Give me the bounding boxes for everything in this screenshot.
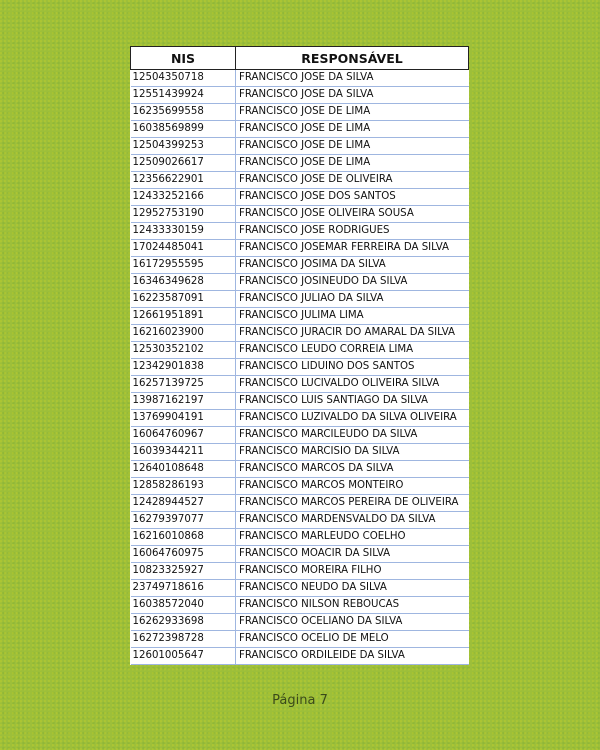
responsavel-cell: FRANCISCO LUCIVALDO OLIVEIRA SILVA (236, 376, 469, 393)
table-row (131, 104, 469, 121)
responsavel-cell: FRANCISCO JOSEMAR FERREIRA DA SILVA (236, 240, 469, 257)
page-number: Página 7 (272, 693, 328, 708)
nis-cell: 16038572040 (131, 597, 236, 614)
table-row (131, 597, 469, 614)
table-row (131, 257, 469, 274)
nis-cell: 12661951891 (131, 308, 236, 325)
responsavel-cell: FRANCISCO MARCISIO DA SILVA (236, 444, 469, 461)
table-row (131, 529, 469, 546)
responsavel-cell: FRANCISCO JURACIR DO AMARAL DA SILVA (236, 325, 469, 342)
header-nis: NIS (131, 47, 236, 70)
responsavel-cell: FRANCISCO JOSE DOS SANTOS (236, 189, 469, 206)
nis-cell: 16223587091 (131, 291, 236, 308)
table-row (131, 325, 469, 342)
nis-cell: 12433330159 (131, 223, 236, 240)
nis-cell: 16257139725 (131, 376, 236, 393)
nis-cell: 16039344211 (131, 444, 236, 461)
responsavel-cell: FRANCISCO MOACIR DA SILVA (236, 546, 469, 563)
nis-cell: 13987162197 (131, 393, 236, 410)
header-responsavel: RESPONSÁVEL (236, 47, 469, 70)
table-row (131, 359, 469, 376)
table-row (131, 121, 469, 138)
responsavel-cell: FRANCISCO LUIS SANTIAGO DA SILVA (236, 393, 469, 410)
table-row (131, 444, 469, 461)
responsavel-cell: FRANCISCO JOSE DE LIMA (236, 155, 469, 172)
document-sheet (130, 46, 469, 665)
nis-cell: 17024485041 (131, 240, 236, 257)
responsavel-cell: FRANCISCO OCELIANO DA SILVA (236, 614, 469, 631)
nis-cell: 12504350718 (131, 70, 236, 87)
table-row (131, 223, 469, 240)
responsavel-cell: FRANCISCO MOREIRA FILHO (236, 563, 469, 580)
nis-cell: 12858286193 (131, 478, 236, 495)
table-row (131, 461, 469, 478)
table-row (131, 393, 469, 410)
nis-cell: 23749718616 (131, 580, 236, 597)
nis-cell: 16262933698 (131, 614, 236, 631)
responsavel-cell: FRANCISCO JOSINEUDO DA SILVA (236, 274, 469, 291)
responsavel-cell: FRANCISCO MARDENSVALDO DA SILVA (236, 512, 469, 529)
beneficiary-table (130, 46, 469, 665)
responsavel-cell: FRANCISCO JULIMA LIMA (236, 308, 469, 325)
responsavel-cell: FRANCISCO MARLEUDO COELHO (236, 529, 469, 546)
nis-cell: 16272398728 (131, 631, 236, 648)
table-row (131, 87, 469, 104)
table-row (131, 172, 469, 189)
nis-cell: 12601005647 (131, 648, 236, 665)
responsavel-cell: FRANCISCO LUZIVALDO DA SILVA OLIVEIRA (236, 410, 469, 427)
table-row (131, 308, 469, 325)
table-row (131, 546, 469, 563)
responsavel-cell: FRANCISCO JOSE DE LIMA (236, 138, 469, 155)
table-row (131, 478, 469, 495)
table-row (131, 138, 469, 155)
responsavel-cell: FRANCISCO JOSE DE LIMA (236, 121, 469, 138)
nis-cell: 12640108648 (131, 461, 236, 478)
table-row (131, 291, 469, 308)
nis-cell: 12428944527 (131, 495, 236, 512)
responsavel-cell: FRANCISCO JOSE DA SILVA (236, 87, 469, 104)
table-row (131, 512, 469, 529)
responsavel-cell: FRANCISCO JOSIMA DA SILVA (236, 257, 469, 274)
responsavel-cell: FRANCISCO NEUDO DA SILVA (236, 580, 469, 597)
nis-cell: 12342901838 (131, 359, 236, 376)
nis-cell: 12433252166 (131, 189, 236, 206)
nis-cell: 16038569899 (131, 121, 236, 138)
nis-cell: 10823325927 (131, 563, 236, 580)
table-row (131, 495, 469, 512)
responsavel-cell: FRANCISCO JOSE DE LIMA (236, 104, 469, 121)
responsavel-cell: FRANCISCO MARCILEUDO DA SILVA (236, 427, 469, 444)
nis-cell: 12551439924 (131, 87, 236, 104)
responsavel-cell: FRANCISCO OCELIO DE MELO (236, 631, 469, 648)
nis-cell: 16235699558 (131, 104, 236, 121)
table-row (131, 410, 469, 427)
responsavel-cell: FRANCISCO MARCOS PEREIRA DE OLIVEIRA (236, 495, 469, 512)
nis-cell: 16172955595 (131, 257, 236, 274)
table-row (131, 274, 469, 291)
table-row (131, 580, 469, 597)
responsavel-cell: FRANCISCO JOSE OLIVEIRA SOUSA (236, 206, 469, 223)
table-row (131, 563, 469, 580)
table-row (131, 342, 469, 359)
responsavel-cell: FRANCISCO LEUDO CORREIA LIMA (236, 342, 469, 359)
responsavel-cell: FRANCISCO JULIAO DA SILVA (236, 291, 469, 308)
responsavel-cell: FRANCISCO NILSON REBOUCAS (236, 597, 469, 614)
nis-cell: 12952753190 (131, 206, 236, 223)
nis-cell: 16279397077 (131, 512, 236, 529)
table-row (131, 70, 469, 87)
nis-cell: 16064760967 (131, 427, 236, 444)
responsavel-cell: FRANCISCO MARCOS MONTEIRO (236, 478, 469, 495)
table-row (131, 155, 469, 172)
table-header-row (131, 47, 469, 70)
table-row (131, 631, 469, 648)
responsavel-cell: FRANCISCO JOSE RODRIGUES (236, 223, 469, 240)
responsavel-cell: FRANCISCO ORDILEIDE DA SILVA (236, 648, 469, 665)
nis-cell: 16064760975 (131, 546, 236, 563)
nis-cell: 13769904191 (131, 410, 236, 427)
nis-cell: 16216023900 (131, 325, 236, 342)
table-row (131, 614, 469, 631)
table-row (131, 206, 469, 223)
responsavel-cell: FRANCISCO MARCOS DA SILVA (236, 461, 469, 478)
nis-cell: 16346349628 (131, 274, 236, 291)
nis-cell: 12504399253 (131, 138, 236, 155)
table-row (131, 240, 469, 257)
table-row (131, 648, 469, 665)
nis-cell: 12509026617 (131, 155, 236, 172)
table-body (131, 70, 469, 665)
responsavel-cell: FRANCISCO LIDUINO DOS SANTOS (236, 359, 469, 376)
table-row (131, 189, 469, 206)
nis-cell: 16216010868 (131, 529, 236, 546)
responsavel-cell: FRANCISCO JOSE DA SILVA (236, 70, 469, 87)
nis-cell: 12356622901 (131, 172, 236, 189)
table-row (131, 427, 469, 444)
nis-cell: 12530352102 (131, 342, 236, 359)
table-row (131, 376, 469, 393)
responsavel-cell: FRANCISCO JOSE DE OLIVEIRA (236, 172, 469, 189)
